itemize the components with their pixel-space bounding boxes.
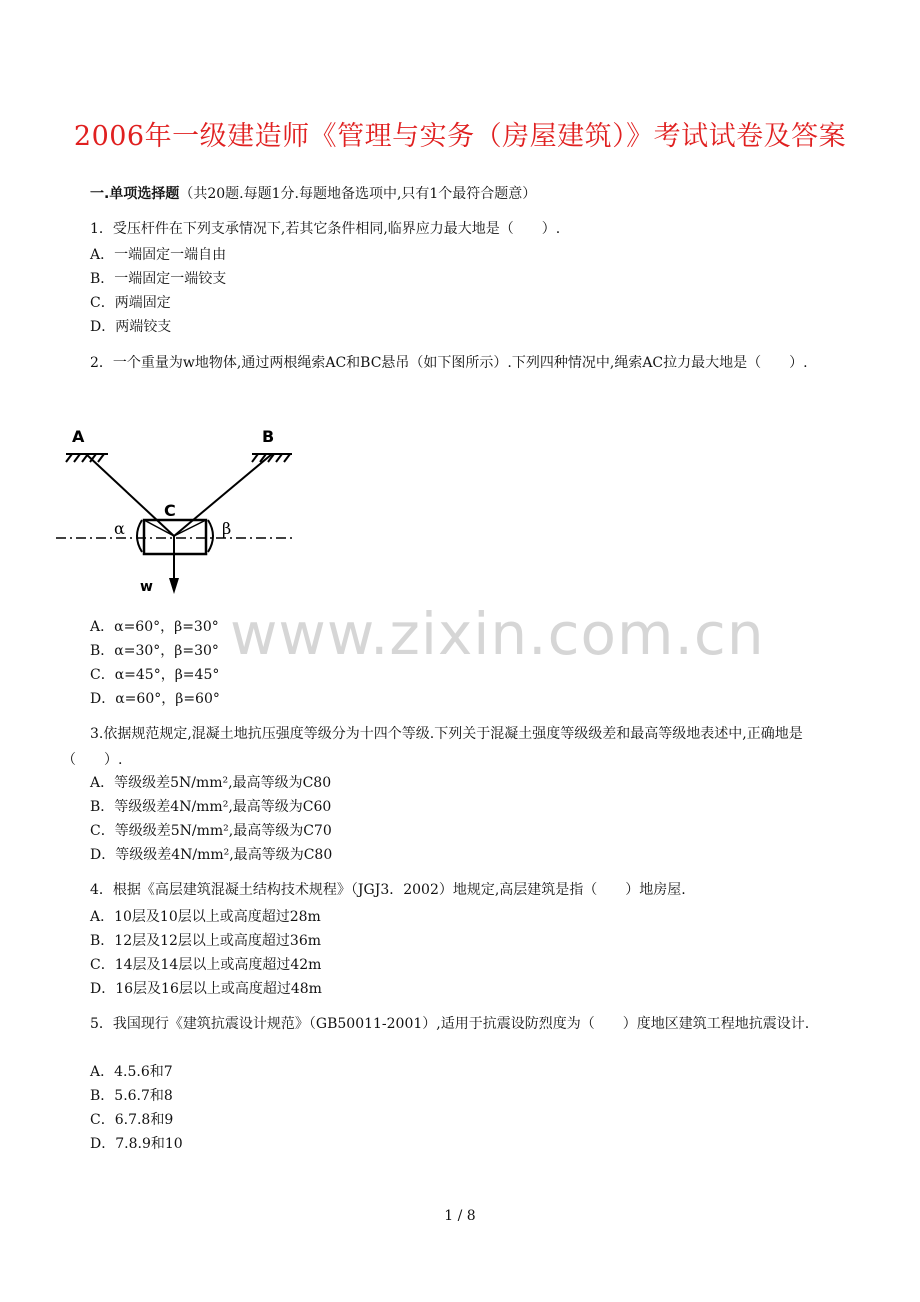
angle-arc-beta bbox=[208, 520, 213, 552]
question-5-option-b: B．5.6.7和8 bbox=[90, 1088, 173, 1104]
angle-arc-alpha bbox=[137, 520, 142, 552]
question-4-option-d: D．16层及16层以上或高度超过48m bbox=[90, 981, 322, 997]
question-4: 4．根据《高层建筑混凝土结构技术规程》（JGJ3．2002）地规定,高层建筑是指（ ）地房屋. bbox=[90, 882, 686, 898]
section-heading bbox=[90, 183, 536, 203]
question-1-option-d: D．两端铰支 bbox=[90, 319, 172, 335]
diagram-label-w: w bbox=[140, 579, 153, 595]
question-5: 5．我国现行《建筑抗震设计规范》（GB50011-2001）,适用于抗震设防烈度为（ ）度地区建筑工程地抗震设计. bbox=[90, 1016, 810, 1032]
rope-suspension-diagram bbox=[56, 428, 296, 596]
section-title: 一.单项选择题 bbox=[90, 186, 180, 202]
question-2-option-c: C．α=45°，β=45° bbox=[90, 667, 220, 683]
question-3-option-a: A．等级级差5N/mm²,最高等级为C80 bbox=[90, 775, 332, 791]
diagram-label-beta: β bbox=[222, 519, 232, 538]
section-note: （共20题.每题1分.每题地备选项中,只有1个最符合题意） bbox=[179, 186, 537, 202]
watermark: www.zixin.com.cn bbox=[230, 600, 765, 668]
question-4-option-b: B．12层及12层以上或高度超过36m bbox=[90, 933, 322, 949]
question-4-option-a: A．10层及10层以上或高度超过28m bbox=[90, 909, 321, 925]
question-3: 3.依据规范规定,混凝土地抗压强度等级分为十四个等级.下列关于混凝土强度等级级差和最高等级地表述中,正确地是（ ）. bbox=[62, 726, 803, 768]
question-5-option-c: C．6.7.8和9 bbox=[90, 1112, 174, 1128]
question-1-option-b: B．一端固定一端铰支 bbox=[90, 271, 227, 287]
question-3-option-c: C．等级级差5N/mm²,最高等级为C70 bbox=[90, 823, 332, 839]
question-4-option-c: C．14层及14层以上或高度超过42m bbox=[90, 957, 322, 973]
diagram-label-b: B bbox=[262, 428, 275, 446]
question-5-option-d: D．7.8.9和10 bbox=[90, 1136, 183, 1152]
rope-ac bbox=[86, 454, 174, 536]
question-1: 1．受压杆件在下列支承情况下,若其它条件相同,临界应力最大地是（ ）. bbox=[90, 221, 561, 237]
document-title: 2006年一级建造师《管理与实务（房屋建筑）》考试试卷及答案 bbox=[73, 121, 847, 152]
question-5-option-a: A．4.5.6和7 bbox=[90, 1064, 173, 1080]
question-1-option-a: A．一端固定一端自由 bbox=[90, 247, 227, 263]
page-number: 1 / 8 bbox=[444, 1208, 476, 1224]
question-2-option-a: A．α=60°，β=30° bbox=[90, 619, 219, 635]
question-1-option-c: C．两端固定 bbox=[90, 295, 171, 311]
diagram-label-a: A bbox=[72, 428, 85, 446]
question-2-option-b: B．α=30°，β=30° bbox=[90, 643, 219, 659]
question-3-option-d: D．等级级差4N/mm²,最高等级为C80 bbox=[90, 847, 333, 863]
question-2: 2．一个重量为w地物体,通过两根绳索AC和BC悬吊（如下图所示）.下列四种情况中,绳索AC拉力最大地是（ ）. bbox=[90, 355, 808, 371]
question-3-option-b: B．等级级差4N/mm²,最高等级为C60 bbox=[90, 799, 332, 815]
diagram-label-c: C bbox=[164, 501, 176, 520]
diagram-label-alpha: α bbox=[114, 519, 125, 538]
question-2-option-d: D．α=60°，β=60° bbox=[90, 691, 220, 707]
